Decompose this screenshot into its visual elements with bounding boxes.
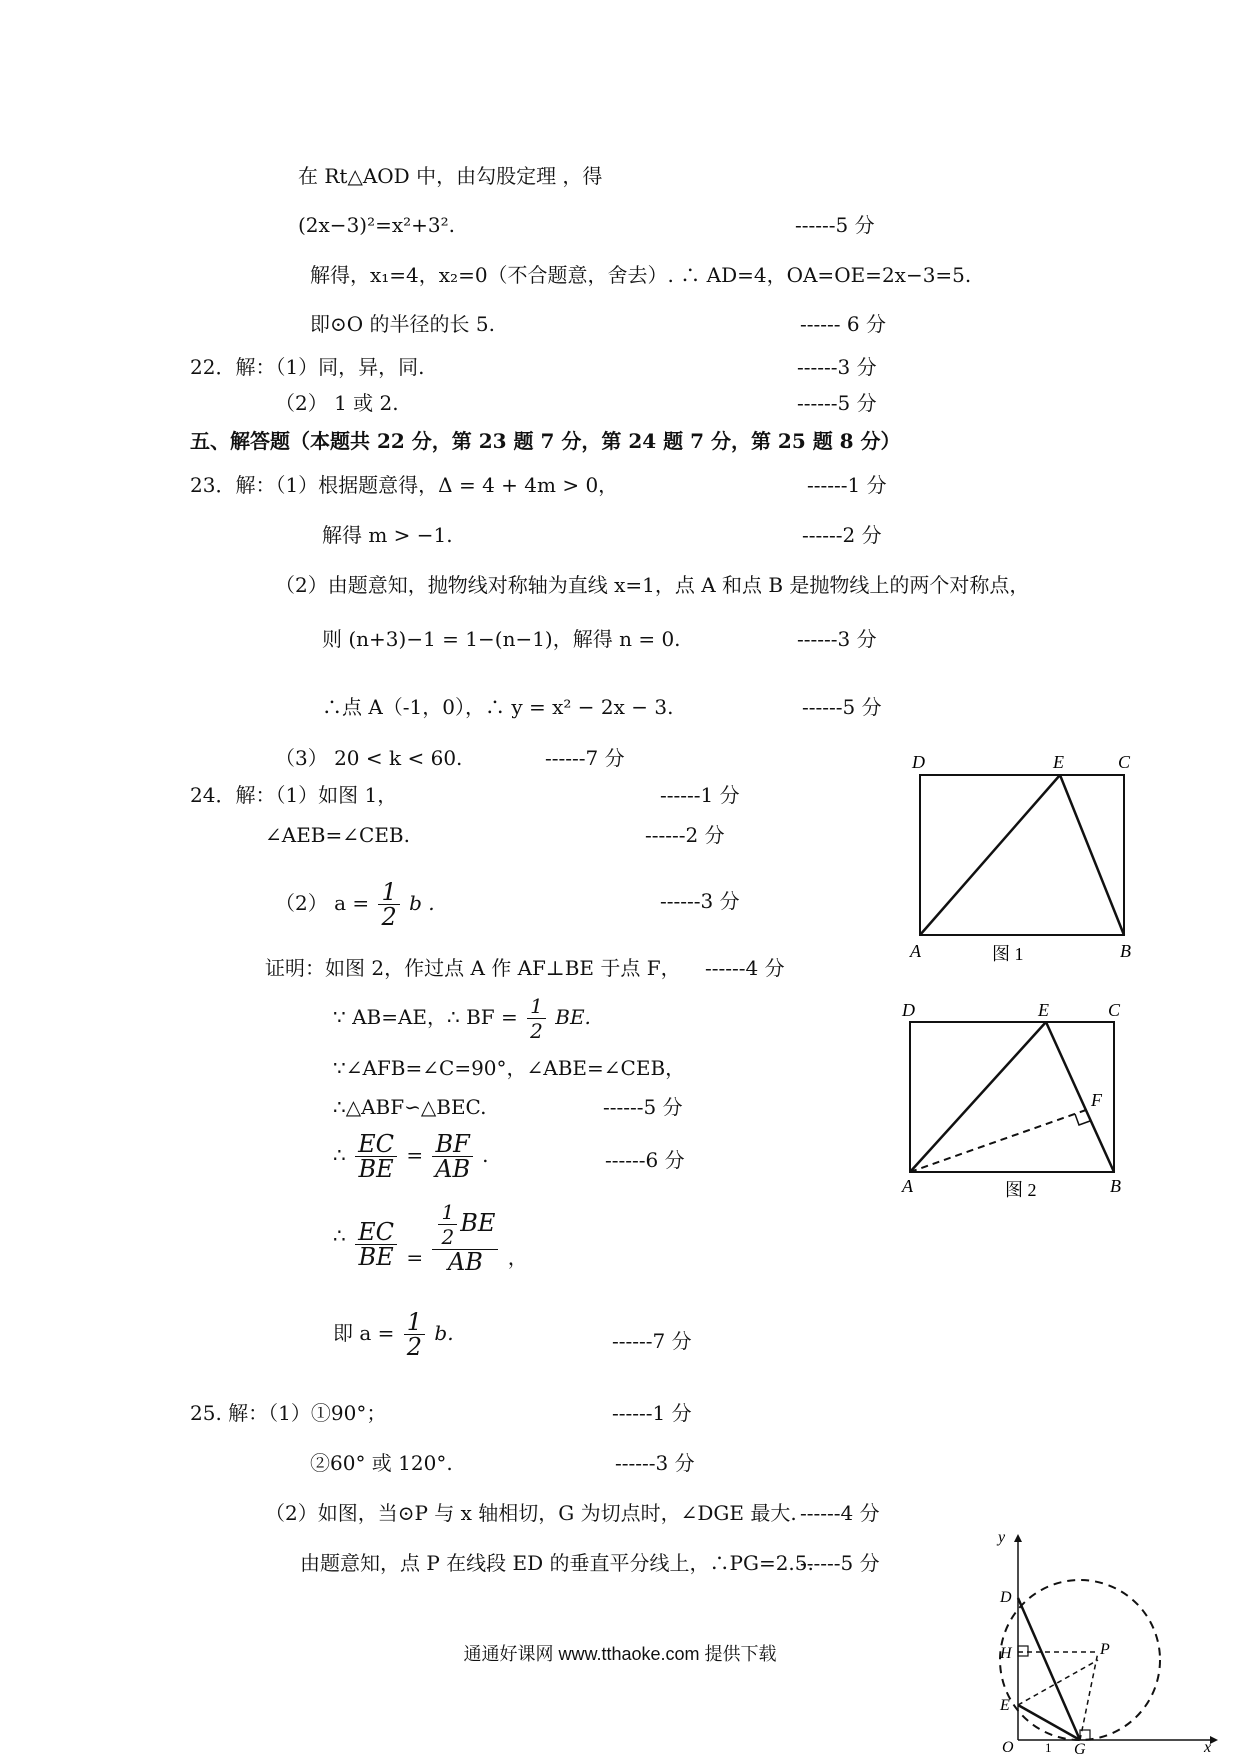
segment-dg (1018, 1598, 1080, 1740)
label-e-2: E (1038, 1000, 1049, 1020)
ab-ae-prefix: ∵ AB=AE，∴ BF = (333, 1005, 518, 1029)
line-q22-1: 22．解：（1）同，异，同. (190, 355, 425, 379)
line-radius: 即⊙O 的半径的长 5. (310, 312, 495, 336)
score-5: ------5 分 (795, 213, 875, 237)
conclusion-prefix: 即 a = (333, 1321, 395, 1345)
therefore-2: ∴ (333, 1223, 346, 1248)
segment-eb (1060, 775, 1124, 935)
bf-tail: BE. (555, 1005, 591, 1029)
label-a: A (910, 941, 921, 961)
line-ab-ae (333, 994, 591, 1043)
segment-ep (1018, 1660, 1098, 1705)
eq-1: = (406, 1143, 424, 1167)
score-6b: ------6 分 (605, 1148, 685, 1172)
label-d-2: D (902, 1000, 915, 1020)
figure-1-svg (900, 750, 1140, 965)
score-2: ------2 分 (802, 523, 882, 547)
label-a-2: A (902, 1176, 913, 1196)
y-axis-arrow (1014, 1534, 1022, 1542)
fraction-half-2: $\frac{1}{2}$ (527, 994, 546, 1043)
score-4b: ------4 分 (800, 1501, 880, 1525)
label-b-2: B (1110, 1176, 1121, 1196)
fraction-complex: $\frac{1}{2}$ BE AB (432, 1200, 498, 1274)
label-h: H (1000, 1645, 1012, 1662)
b-tail-2: b. (434, 1321, 454, 1345)
line-solution-x: 解得，x₁=4，x₂=0（不合题意，舍去）. ∴ AD=4，OA=OE=2x−3=5. (310, 263, 972, 287)
q24-2-prefix: （2） a = (275, 891, 370, 915)
score-3d: ------3 分 (615, 1451, 695, 1475)
line-ratio (333, 1132, 488, 1181)
x-axis-arrow (1210, 1736, 1218, 1744)
score-7: ------7 分 (545, 746, 625, 770)
label-c-2: C (1108, 1000, 1121, 1020)
fraction-bf-ab: $\frac{BF}{AB}$ (432, 1132, 472, 1181)
score-1c: ------1 分 (612, 1401, 692, 1425)
line-q25-2: （2）如图，当⊙P 与 x 轴相切，G 为切点时，∠DGE 最大. (265, 1501, 797, 1525)
fraction-half-3: $\frac{1}{2}$ (404, 1310, 425, 1359)
figure-2 (890, 1000, 1130, 1214)
score-7b: ------7 分 (612, 1329, 692, 1353)
label-e: E (1053, 752, 1064, 772)
line-q23-1: 23．解：（1）根据题意得，Δ = 4 + 4m > 0， (190, 473, 619, 497)
label-g: G (1074, 1741, 1086, 1754)
label-one: 1 (1045, 1740, 1052, 1754)
score-4: ------4 分 (705, 956, 785, 980)
label-f: F (1091, 1090, 1102, 1110)
line-q25-1: 25. 解：（1）①90°； (190, 1401, 387, 1425)
label-d-3: D (1000, 1589, 1012, 1606)
line-q25-angles: ②60° 或 120°. (310, 1451, 453, 1475)
score-3b: ------3 分 (797, 627, 877, 651)
line-q22-2: （2） 1 或 2. (275, 391, 399, 415)
figure-1 (900, 750, 1140, 969)
line-equation: (2x−3)²=x²+3². (298, 213, 456, 237)
line-q23-2: （2）由题意知，抛物线对称轴为直线 x=1，点 A 和点 B 是抛物线上的两个对称点， (275, 573, 1030, 597)
segment-ae-2 (910, 1022, 1046, 1172)
label-b: B (1120, 941, 1131, 961)
line-q24-2 (275, 880, 435, 929)
score-1: ------1 分 (807, 473, 887, 497)
line-angles: ∵∠AFB=∠C=90°，∠ABE=∠CEB， (333, 1056, 686, 1080)
right-angle-g (1080, 1730, 1090, 1740)
segment-af (910, 1110, 1086, 1172)
score-5e: ------5 分 (800, 1551, 880, 1575)
caption-fig1: 图 1 (992, 944, 1024, 964)
line-similar: ∴△ABF∽△BEC. (333, 1095, 487, 1119)
segment-ae (920, 775, 1060, 935)
page-footer: 通通好课网 www.tthaoke.com 提供下载 (463, 1644, 777, 1664)
line-q23-3: （3） 20 < k < 60. (275, 746, 463, 770)
line-rt-triangle: 在 Rt△AOD 中，由勾股定理 ，得 (298, 164, 603, 188)
label-p: P (1100, 1641, 1110, 1658)
score-5d: ------5 分 (603, 1095, 683, 1119)
score-5b: ------5 分 (797, 391, 877, 415)
line-q24-1: 24．解：（1）如图 1， (190, 783, 398, 807)
b-tail: b . (409, 891, 435, 915)
fraction-ec-be: $\frac{EC}{BE}$ (355, 1132, 397, 1181)
score-6: ------ 6 分 (800, 312, 886, 336)
fraction-half: $\frac{1}{2}$ (378, 880, 399, 929)
segment-eb-2 (1046, 1022, 1114, 1172)
comma-1: ， (507, 1245, 528, 1270)
score-1b: ------1 分 (660, 783, 740, 807)
therefore-1: ∴ (333, 1143, 346, 1167)
label-c: C (1118, 752, 1131, 772)
line-m: 解得 m > −1. (322, 523, 453, 547)
label-e-3: E (1000, 1697, 1010, 1714)
line-proof: 证明：如图 2，作过点 A 作 AF⊥BE 于点 F， (265, 956, 681, 980)
line-n: 则 (n+3)−1 = 1−(n−1)，解得 n = 0. (322, 627, 681, 651)
section-heading: 五、解答题（本题共 22 分，第 23 题 7 分，第 24 题 7 分，第 25 题 8 分） (190, 429, 901, 453)
label-o: O (1002, 1739, 1014, 1754)
score-3: ------3 分 (797, 355, 877, 379)
caption-fig2: 图 2 (1005, 1180, 1037, 1200)
score-5c: ------5 分 (802, 695, 882, 719)
inner-half: $\frac{1}{2}$ (438, 1200, 457, 1249)
label-x: x (1204, 1739, 1212, 1754)
line-point-a: ∴点 A（-1，0），∴ y = x² − 2x − 3. (322, 695, 674, 719)
rectangle-abcd (920, 775, 1124, 935)
line-ratio-2 (333, 1200, 528, 1274)
eq-2: = (406, 1245, 424, 1270)
score-2b: ------2 分 (645, 823, 725, 847)
figure-2-svg (890, 1000, 1130, 1210)
dot-1: . (482, 1143, 489, 1167)
line-q25-pg: 由题意知，点 P 在线段 ED 的垂直平分线上，∴PG=2.5. (300, 1551, 814, 1575)
line-conclusion (333, 1310, 454, 1359)
label-y: y (998, 1530, 1006, 1546)
score-3c: ------3 分 (660, 889, 740, 913)
line-angle: ∠AEB=∠CEB. (265, 823, 410, 847)
fraction-ec-be-2: $\frac{EC}{BE}$ (355, 1220, 397, 1269)
rectangle-abcd-2 (910, 1022, 1114, 1172)
label-d: D (912, 752, 925, 772)
